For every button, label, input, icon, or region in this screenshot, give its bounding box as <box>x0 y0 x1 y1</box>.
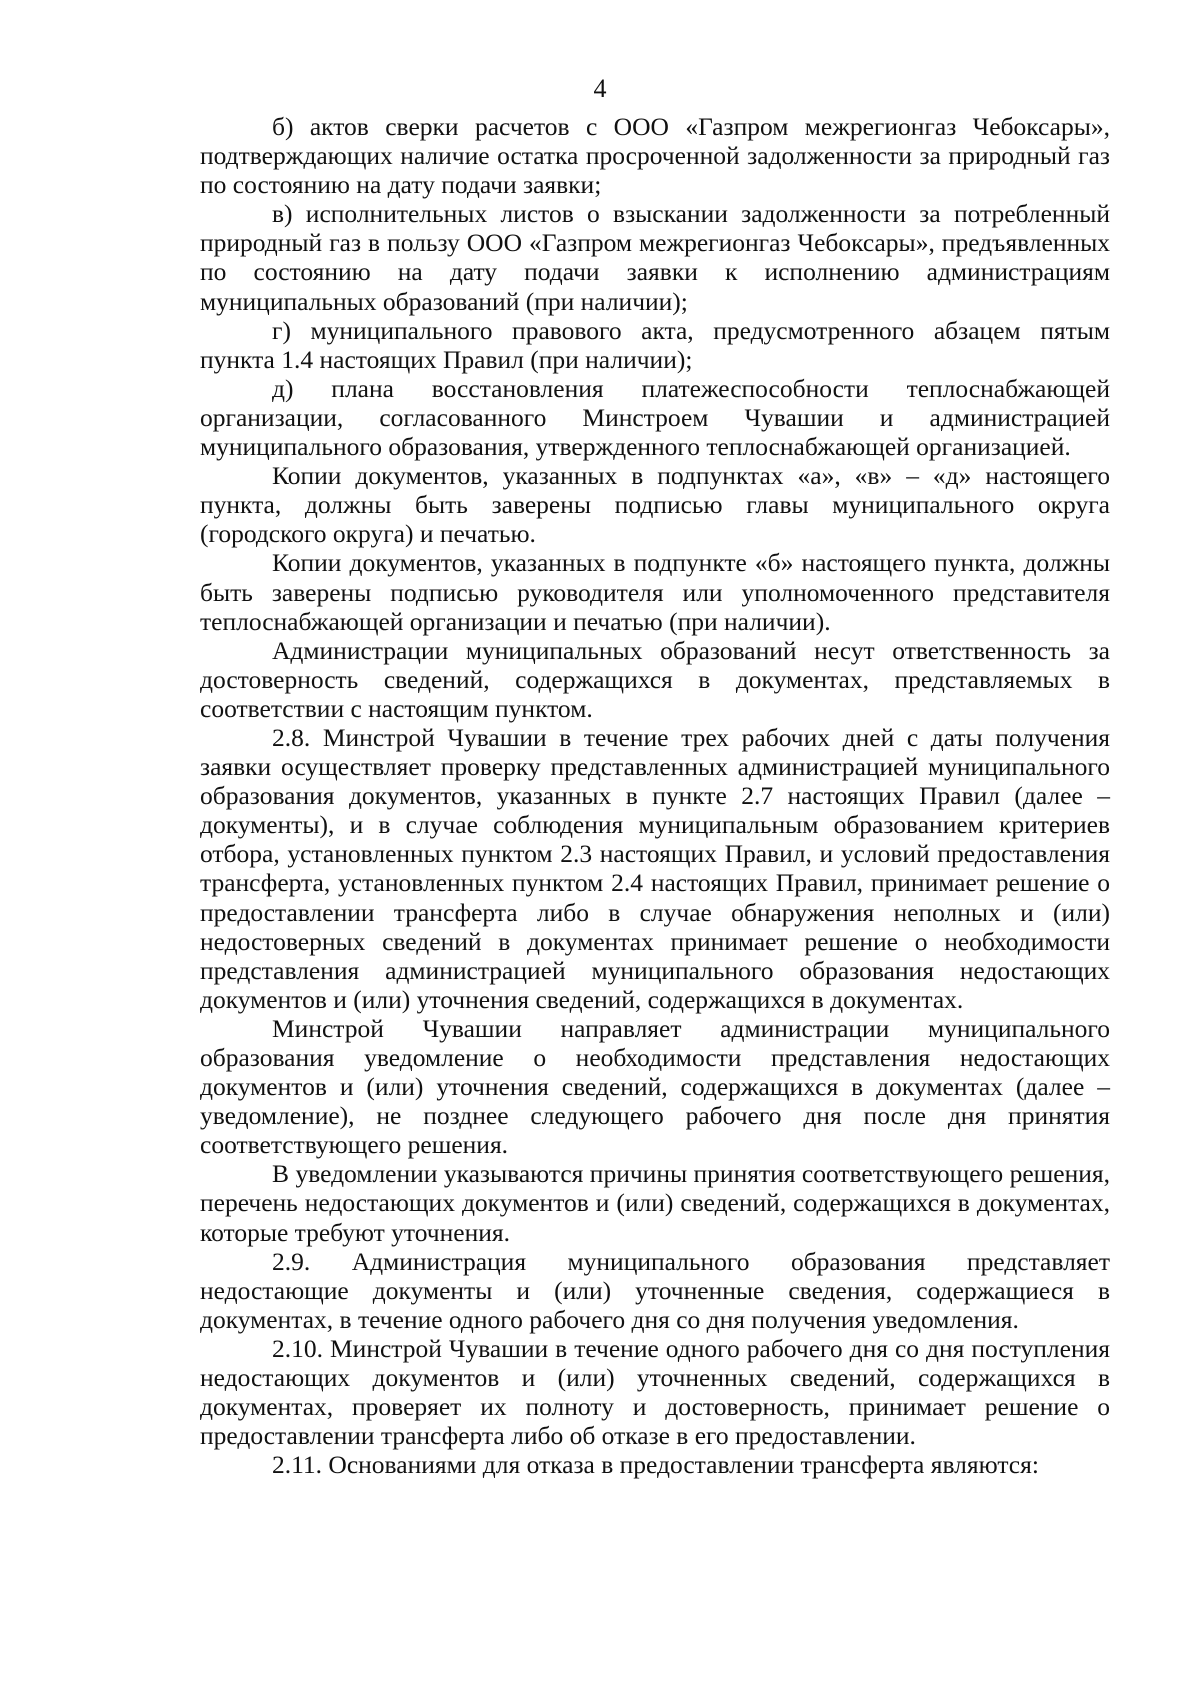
paragraph-g-municipal-legal-act: г) муниципального правового акта, предусмотренного абзацем пятым пункта 1.4 настоящих Правил (при наличии); <box>200 315 1110 374</box>
paragraph-2-11-refusal-grounds: 2.11. Основаниями для отказа в предоставлении трансферта являются: <box>272 1450 1039 1480</box>
page-number: 4 <box>593 74 607 103</box>
paragraph-b-reconciliation-acts: б) актов сверки расчетов с ООО «Газпром межрегионгаз Чебоксары», подтверждающих наличие остатка просроченной задолженности за природный газ по состоянию на дату подачи заявки; <box>200 112 1110 200</box>
paragraph-v-writs-of-execution: в) исполнительных листов о взыскании задолженности за потребленный природный газ в пользу ООО «Газпром межрегионгаз Чебоксары», предъявленных по состоянию на дату подачи заявки к исполнению администрациям муниципальных образований (при наличии); <box>200 199 1110 316</box>
paragraph-copies-certified-organization: Копии документов, указанных в подпункте «б» настоящего пункта, должны быть заверены подписью руководителя или уполномоченного представителя теплоснабжающей организации и печатью (при наличии). <box>200 548 1110 636</box>
paragraph-d-solvency-plan: д) плана восстановления платежеспособности теплоснабжающей организации, согласованного Минстроем Чувашии и администрацией муниципального образования, утвержденного теплоснабжающей организацией. <box>200 373 1110 462</box>
paragraph-notification-contents: В уведомлении указываются причины принятия соответствующего решения, перечень недостающих документов и (или) сведений, содержащихся в документах, которые требуют уточнения. <box>200 1159 1110 1247</box>
document-body <box>200 112 1110 1479</box>
paragraph-copies-certified-head: Копии документов, указанных в подпунктах «а», «в» – «д» настоящего пункта, должны быть заверены подписью главы муниципального округа (городского округа) и печатью. <box>200 461 1110 549</box>
paragraph-2-10-decision: 2.10. Минстрой Чувашии в течение одного рабочего дня со дня поступления недостающих документов и (или) уточненных сведений, содержащихся в документах, проверяет их полноту и достоверность, принимает решение о предоставлении трансферта либо об отказе в его предоставлении. <box>200 1333 1110 1451</box>
paragraph-notification-sent: Минстрой Чувашии направляет администрации муниципального образования уведомление о необходимости представления недостающих документов и (или) уточнения сведений, содержащихся в документах (далее – уведомление), не позднее следующего рабочего дня после дня принятия соответствующего решения. <box>200 1013 1110 1160</box>
paragraph-administrations-responsibility: Администрации муниципальных образований несут ответственность за достоверность сведений, содержащихся в документах, представляемых в соответствии с настоящим пунктом. <box>200 635 1110 723</box>
paragraph-2-9-missing-documents: 2.9. Администрация муниципального образования представляет недостающие документы и (или) уточненные сведения, содержащиеся в документах, в течение одного рабочего дня со дня получения уведомления. <box>200 1246 1110 1334</box>
paragraph-2-8-document-check: 2.8. Минстрой Чувашии в течение трех рабочих дней с даты получения заявки осуществляет проверку представленных администрацией муниципального образования документов, указанных в пункте 2.7 настоящих Правил (далее – документы), и в случае соблюдения муниципальным образованием критериев отбора, установленных пунктом 2.3 настоящих Правил, и условий предоставления трансферта, установленных пунктом 2.4 настоящих Правил, принимает решение о предоставлении трансферта либо в случае обнаружения неполных и (или) недостоверных сведений в документах принимает решение о необходимости представления администрацией муниципального образования недостающих документов и (или) уточнения сведений, содержащихся в документах. <box>200 722 1110 1014</box>
